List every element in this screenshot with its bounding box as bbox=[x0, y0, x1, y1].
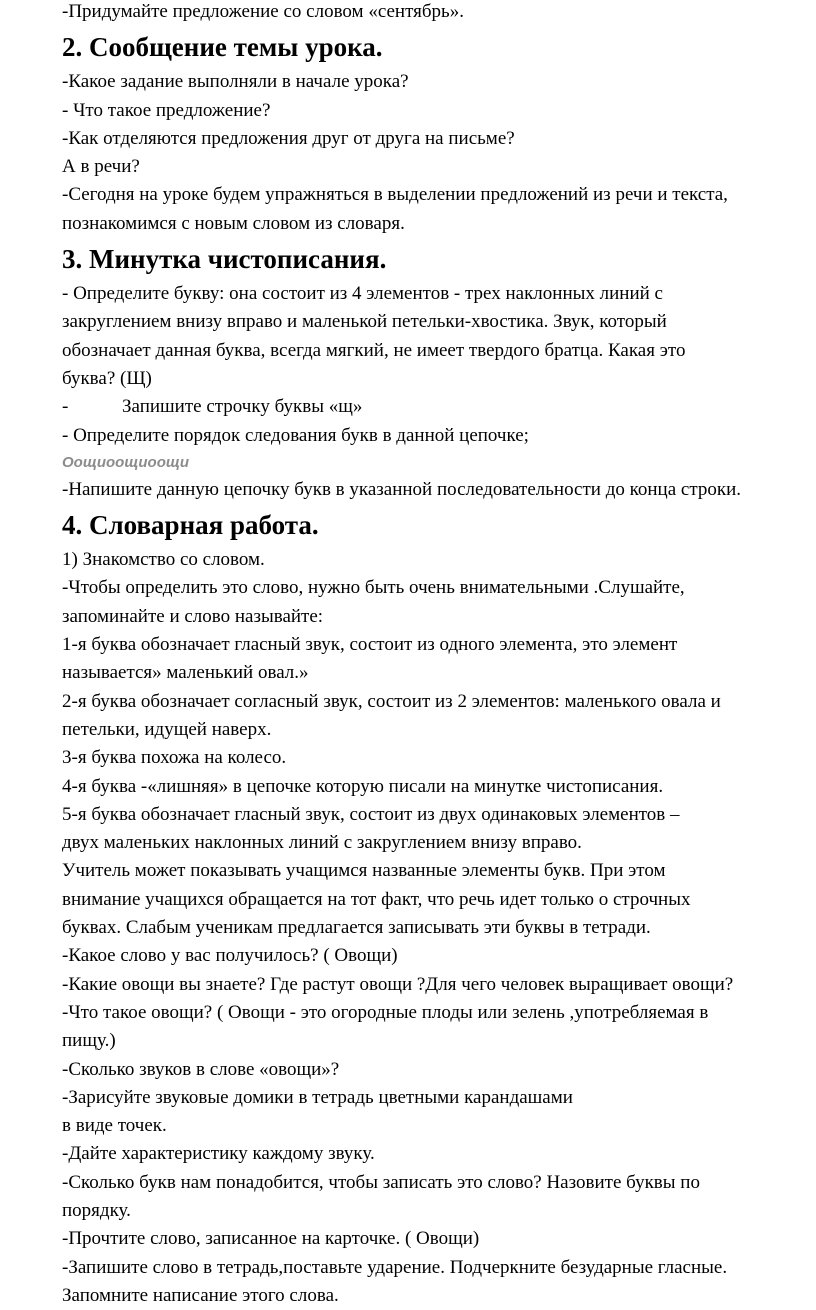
paragraph-line: двух маленьких наклонных линий с закруглением внизу вправо. bbox=[62, 832, 582, 854]
paragraph-line: - Что такое предложение? bbox=[62, 99, 271, 121]
section-4-body bbox=[62, 546, 812, 1310]
section-3-heading: 3. Минутка чистописания. bbox=[62, 244, 387, 275]
paragraph-line: -Какое слово у вас получилось? ( Овощи) bbox=[62, 945, 398, 967]
paragraph-line: внимание учащихся обращается на тот факт, что речь идет только о строчных bbox=[62, 888, 691, 910]
paragraph-line: называется» маленький овал.» bbox=[62, 662, 309, 684]
paragraph-line: обозначает данная буква, всегда мягкий, не имеет твердого братца. Какая это bbox=[62, 339, 686, 361]
paragraph-line: порядку. bbox=[62, 1199, 131, 1221]
paragraph-line: 1-я буква обозначает гласный звук, состоит из одного элемента, это элемент bbox=[62, 634, 678, 656]
paragraph-line: запоминайте и слово называйте: bbox=[62, 605, 324, 627]
paragraph-line: -Сколько букв нам понадобится, чтобы записать это слово? Назовите буквы по bbox=[62, 1171, 700, 1193]
section-4-heading: 4. Словарная работа. bbox=[62, 510, 319, 541]
paragraph-line: 1) Знакомство со словом. bbox=[62, 549, 265, 571]
write-letter-text: Запишите строчку буквы «щ» bbox=[122, 396, 363, 418]
write-letter-line bbox=[62, 393, 812, 421]
paragraph-line: - Определите порядок следования букв в данной цепочке; bbox=[62, 424, 529, 446]
paragraph-line: буква? (Щ) bbox=[62, 367, 152, 389]
paragraph-line: петельки, идущей наверх. bbox=[62, 718, 272, 740]
paragraph-line: закруглением внизу вправо и маленькой петельки-хвостика. Звук, который bbox=[62, 311, 667, 333]
paragraph-line: -Зарисуйте звуковые домики в тетрадь цветными карандашами bbox=[62, 1086, 573, 1108]
paragraph-line: -Что такое овощи? ( Овощи - это огородные плоды или зелень ,употребляемая в bbox=[62, 1001, 709, 1023]
paragraph-line: -Напишите данную цепочку букв в указанной последовательности до конца строки. bbox=[62, 478, 742, 500]
paragraph-line: Учитель может показывать учащимся названные элементы букв. При этом bbox=[62, 860, 666, 882]
paragraph-line: -Чтобы определить это слово, нужно быть очень внимательными .Слушайте, bbox=[62, 577, 685, 599]
paragraph-line: Запомните написание этого слова. bbox=[62, 1284, 339, 1306]
letter-chain: Оощиоощиоощи bbox=[62, 453, 190, 471]
intro-line: -Придумайте предложение со словом «сентябрь». bbox=[62, 1, 464, 22]
paragraph-line: -Дайте характеристику каждому звуку. bbox=[62, 1143, 375, 1165]
paragraph-line: 3-я буква похожа на колесо. bbox=[62, 747, 287, 769]
section-2-body bbox=[62, 68, 812, 238]
paragraph-line: 4-я буква -«лишняя» в цепочке которую писали на минутке чистописания. bbox=[62, 775, 664, 797]
paragraph-line: пищу.) bbox=[62, 1030, 116, 1052]
paragraph-line: -Сколько звуков в слове «овощи»? bbox=[62, 1058, 340, 1080]
section-2-heading: 2. Сообщение темы урока. bbox=[62, 32, 383, 63]
paragraph-line: - Определите букву: она состоит из 4 элементов - трех наклонных линий с bbox=[62, 283, 663, 305]
paragraph-line: -Сегодня на уроке будем упражняться в выделении предложений из речи и текста, bbox=[62, 184, 728, 206]
paragraph-line: в виде точек. bbox=[62, 1115, 167, 1137]
document-page bbox=[62, 0, 812, 1310]
paragraph-line: 5-я буква обозначает гласный звук, состоит из двух одинаковых элементов – bbox=[62, 803, 680, 825]
paragraph-line: -Какие овощи вы знаете? Где растут овощи ?Для чего человек выращивает овощи? bbox=[62, 973, 734, 995]
paragraph-line: познакомимся с новым словом из словаря. bbox=[62, 212, 405, 234]
paragraph-line: 2-я буква обозначает согласный звук, состоит из 2 элементов: маленького овала и bbox=[62, 690, 721, 712]
paragraph-line: -Прочтите слово, записанное на карточке. ( Овощи) bbox=[62, 1228, 480, 1250]
paragraph-line: А в речи? bbox=[62, 156, 140, 178]
paragraph-line: -Запишите слово в тетрадь,поставьте ударение. Подчеркните безударные гласные. bbox=[62, 1256, 728, 1278]
paragraph-line: буквах. Слабым ученикам предлагается записывать эти буквы в тетради. bbox=[62, 917, 651, 939]
list-dash: - bbox=[62, 396, 69, 418]
paragraph-line: -Какое задание выполняли в начале урока? bbox=[62, 71, 409, 93]
paragraph-line: -Как отделяются предложения друг от друга на письме? bbox=[62, 127, 515, 149]
section-3-body bbox=[62, 280, 812, 504]
